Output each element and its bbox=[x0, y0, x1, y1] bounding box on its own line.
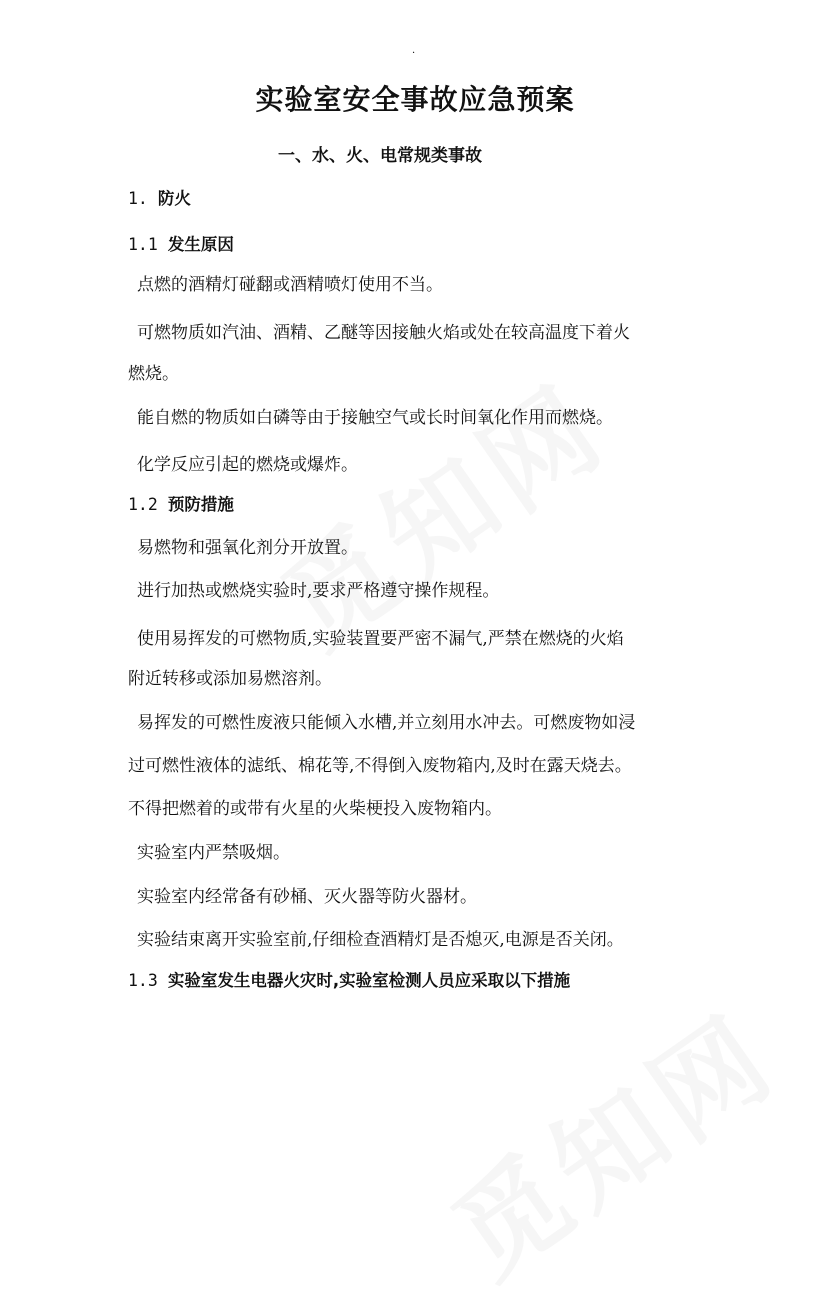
heading-number: 1.1 bbox=[128, 235, 158, 254]
heading-electrical-fire bbox=[128, 968, 570, 994]
paragraph-line: 燃烧。 bbox=[128, 364, 179, 384]
heading-number: 1. bbox=[128, 189, 148, 208]
paragraph-line: 实验结束离开实验室前,仔细检查酒精灯是否熄灭,电源是否关闭。 bbox=[137, 930, 624, 950]
paragraph-line: 易燃物和强氧化剂分开放置。 bbox=[137, 538, 358, 558]
paragraph-line: 易挥发的可燃性废液只能倾入水槽,并立刻用水冲去。可燃废物如浸 bbox=[137, 713, 636, 733]
paragraph-line: 使用易挥发的可燃物质,实验装置要严密不漏气,严禁在燃烧的火焰 bbox=[137, 629, 624, 649]
paragraph-line: 可燃物质如汽油、酒精、乙醚等因接触火焰或处在较高温度下着火 bbox=[137, 323, 630, 343]
paragraph-line: 化学反应引起的燃烧或爆炸。 bbox=[137, 455, 358, 475]
paragraph-line: 不得把燃着的或带有火星的火柴梗投入废物箱内。 bbox=[128, 799, 502, 819]
paragraph-line: 能自燃的物质如白磷等由于接触空气或长时间氧化作用而燃烧。 bbox=[137, 408, 613, 428]
watermark bbox=[417, 971, 803, 1307]
heading-fire-prevention bbox=[128, 186, 191, 212]
paragraph-line: 点燃的酒精灯碰翻或酒精喷灯使用不当。 bbox=[137, 275, 443, 295]
heading-label: 预防措施 bbox=[167, 495, 234, 514]
heading-label: 实验室发生电器火灾时,实验室检测人员应采取以下措施 bbox=[167, 971, 571, 990]
heading-label: 防火 bbox=[157, 189, 191, 208]
paragraph-line: 附近转移或添加易燃溶剂。 bbox=[128, 669, 332, 689]
heading-label: 发生原因 bbox=[167, 235, 234, 254]
heading-causes bbox=[128, 232, 234, 258]
heading-number: 1.2 bbox=[128, 495, 158, 514]
paragraph-line: 实验室内经常备有砂桶、灭火器等防火器材。 bbox=[137, 887, 477, 907]
paragraph-line: 过可燃性液体的滤纸、棉花等,不得倒入废物箱内,及时在露天烧去。 bbox=[128, 756, 632, 776]
paragraph-line: 进行加热或燃烧实验时,要求严格遵守操作规程。 bbox=[137, 581, 500, 601]
paragraph-line: 实验室内严禁吸烟。 bbox=[137, 843, 290, 863]
heading-prevention-measures bbox=[128, 492, 234, 518]
heading-number: 1.3 bbox=[128, 971, 158, 990]
section-subtitle: 一、水、火、电常规类事故 bbox=[278, 146, 482, 166]
page-marker: · bbox=[412, 48, 416, 59]
page-title: 实验室安全事故应急预案 bbox=[255, 83, 575, 116]
